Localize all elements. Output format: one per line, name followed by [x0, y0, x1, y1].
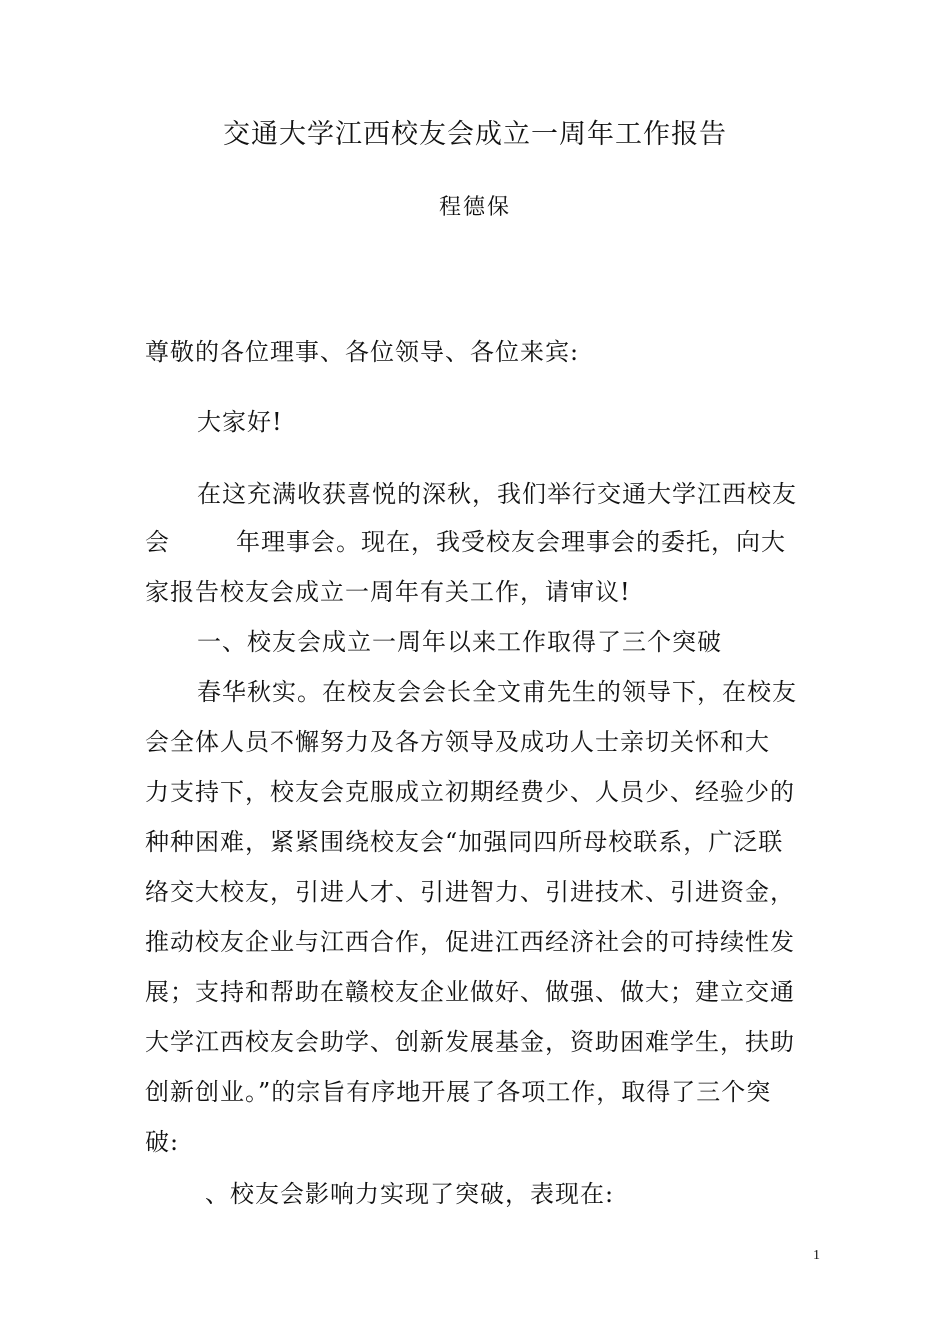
section-heading: 一、校友会成立一周年以来工作取得了三个突破: [197, 628, 722, 656]
paragraph-line: 展；支持和帮助在赣校友企业做好、做强、做大；建立交通: [145, 978, 795, 1006]
paragraph-line: 络交大校友，引进人才、引进智力、引进技术、引进资金，: [145, 878, 795, 906]
intro-line-1: 在这充满收获喜悦的深秋，我们举行交通大学江西校友: [197, 480, 797, 508]
page-number: 1: [813, 1248, 820, 1263]
document-author: 程德保: [438, 195, 511, 220]
greeting: 大家好!: [197, 408, 283, 436]
paragraph-line: 春华秋实。在校友会会长全文甫先生的领导下，在校友: [197, 678, 797, 706]
paragraph-line: 破:: [145, 1128, 180, 1156]
paragraph-line: 力支持下，校友会克服成立初期经费少、人员少、经验少的: [145, 778, 795, 806]
paragraph-line: 大学江西校友会助学、创新发展基金，资助困难学生，扶助: [145, 1028, 795, 1056]
subsection-heading: 、校友会影响力实现了突破，表现在:: [205, 1180, 615, 1208]
paragraph-line: 创新创业。”的宗旨有序地开展了各项工作，取得了三个突: [145, 1078, 772, 1106]
paragraph-line: 种种困难，紧紧围绕校友会“加强同四所母校联系，广泛联: [145, 828, 784, 856]
intro-line-2b: 年理事会。现在，我受校友会理事会的委托，向大: [236, 528, 786, 556]
paragraph-line: 会全体人员不懈努力及各方领导及成功人士亲切关怀和大: [145, 728, 770, 756]
intro-line-2a: 会: [145, 528, 170, 556]
intro-line-3: 家报告校友会成立一周年有关工作，请审议!: [145, 578, 631, 606]
document-title: 交通大学江西校友会成立一周年工作报告: [223, 119, 727, 150]
paragraph-line: 推动校友企业与江西合作，促进江西经济社会的可持续性发: [145, 928, 795, 956]
salutation: 尊敬的各位理事、各位领导、各位来宾:: [145, 338, 580, 366]
intro-line-2: [145, 522, 786, 562]
